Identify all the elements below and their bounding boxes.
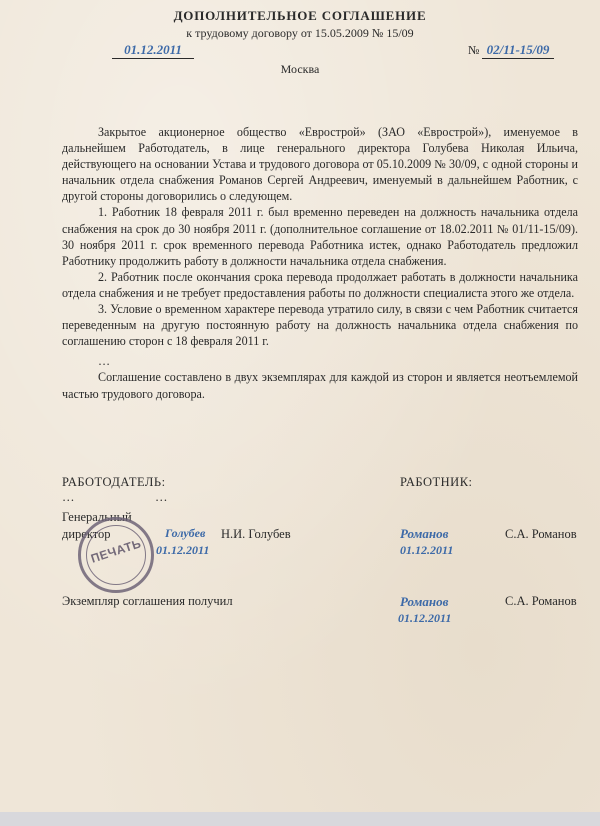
- received-date: 01.12.2011: [398, 611, 452, 625]
- clause-1: 1. Работник 18 февраля 2011 г. был временно переведен на должность начальника отдела снабжения на срок до 30 ноября 2011 г. (дополнительное соглашение от 18.02.2011 № 01/11-15/09). 30 ноября 2011 г. срок временного перевода Работника истек, однако Работодатель предложил Работнику продолжить работу в должности начальника отдела снабжения.: [62, 205, 578, 268]
- closing-paragraph: Соглашение составлено в двух экземплярах для каждой из сторон и является неотъемлемой частью трудового договора.: [62, 370, 578, 401]
- number-sign: №: [468, 43, 480, 57]
- employer-dots-1: …: [62, 490, 75, 504]
- employer-name: Н.И. Голубев: [221, 527, 291, 541]
- received-signature: Романов: [400, 594, 449, 609]
- employer-sign-date: 01.12.2011: [156, 543, 210, 557]
- employer-heading: РАБОТОДАТЕЛЬ:: [62, 475, 166, 489]
- position-line-2: директор: [62, 527, 111, 541]
- employee-heading: РАБОТНИК:: [400, 475, 473, 489]
- position-line-1: Генеральный: [62, 510, 132, 524]
- page-bottom-margin: [0, 812, 600, 826]
- employee-sign-date: 01.12.2011: [400, 543, 454, 557]
- agreement-date: 01.12.2011: [112, 42, 194, 59]
- employee-signature: Романов: [400, 526, 449, 541]
- seal-stamp: [78, 517, 154, 593]
- agreement-body: [62, 124, 578, 402]
- employer-signature: Голубев: [165, 526, 206, 540]
- received-label: Экземпляр соглашения получил: [62, 594, 233, 608]
- intro-paragraph: Закрытое акционерное общество «Еврострой» (ЗАО «Еврострой»), именуемое в дальнейшем Работодатель, в лице генерального директора Голубева Николая Ильича, действующего на основании Устава и трудового договора от 05.10.2009 № 30/09, с одной стороны и начальник отдела снабжения Романов Сергей Андреевич, именуемый в дальнейшем Работник, с другой стороны договорились о следующем.: [62, 125, 578, 204]
- employer-dots-2: …: [155, 490, 168, 504]
- document-title: ДОПОЛНИТЕЛЬНОЕ СОГЛАШЕНИЕ: [173, 8, 427, 23]
- stamp-label: ПЕЧАТЬ: [89, 536, 143, 566]
- city: Москва: [280, 62, 320, 76]
- clause-3: 3. Условие о временном характере перевода утратило силу, в связи с чем Работник считается переведенным на другую постоянную работу на должность начальника отдела снабжения по соглашению сторон с 18 февраля 2011 г.: [62, 302, 578, 349]
- ellipsis: …: [98, 354, 111, 369]
- agreement-number: 02/11-15/09: [482, 42, 554, 59]
- document-subtitle: к трудовому договору от 15.05.2009 № 15/09: [186, 26, 414, 40]
- clause-2: 2. Работник после окончания срока перевода продолжает работать в должности начальника отдела снабжения и не требует предоставления работы по должности специалиста этого же отдела.: [62, 269, 578, 300]
- received-name: С.А. Романов: [505, 594, 577, 608]
- employee-name: С.А. Романов: [505, 527, 577, 541]
